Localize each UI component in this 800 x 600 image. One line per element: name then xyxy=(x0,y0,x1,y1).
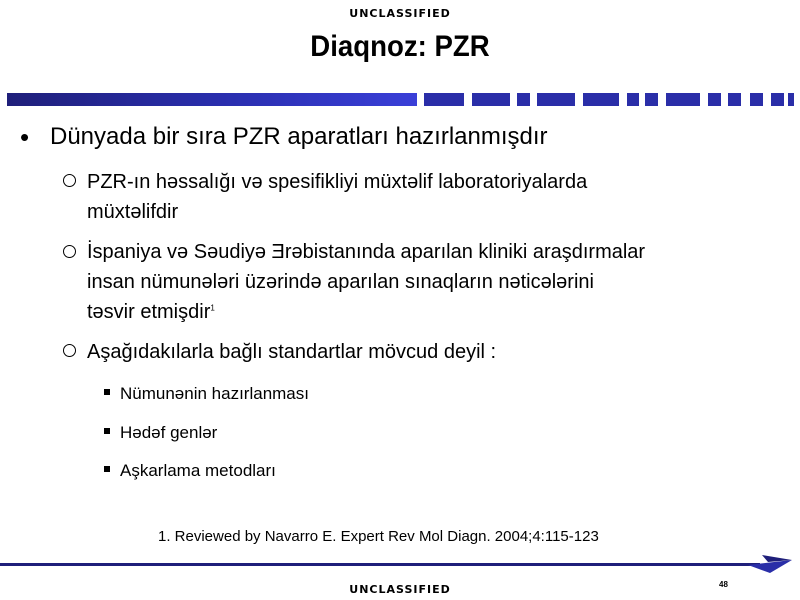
slide-title: Diaqnoz: PZR xyxy=(310,30,490,63)
header-bar-block xyxy=(424,93,464,106)
classification-bottom: UNCLASSIFIED xyxy=(349,583,451,596)
square-bullet-icon xyxy=(104,466,110,472)
sub-bullet-2-line3 xyxy=(87,301,215,324)
header-bar xyxy=(7,93,417,106)
arrow-icon xyxy=(748,553,792,573)
header-bar-block xyxy=(728,93,741,106)
header-bar-block xyxy=(708,93,721,106)
footnote-ref: 1 xyxy=(210,303,215,313)
header-bar-block xyxy=(517,93,530,106)
header-bar-block xyxy=(627,93,639,106)
header-bar-block xyxy=(788,93,794,106)
header-bar-block xyxy=(645,93,658,106)
header-bar-block xyxy=(583,93,619,106)
sub-bullet-2-line1: İspaniya vǝ Sǝudiyǝ Ǝrǝbistanında aparılan kliniki araşdırmalar xyxy=(87,241,646,263)
header-bar-block xyxy=(472,93,510,106)
sub-bullet-1-line2: müxtǝlifdir xyxy=(87,201,179,223)
square-bullet-icon xyxy=(104,428,110,434)
sub-item-2: Hǝdǝf genlǝr xyxy=(120,423,218,442)
page-number: 48 xyxy=(719,580,728,589)
ring-bullet-icon xyxy=(63,245,76,258)
footer-line xyxy=(0,563,760,566)
header-bar-block xyxy=(750,93,763,106)
bullet-dot-icon: • xyxy=(20,122,30,152)
sub-item-1: Nümunǝnin hazırlanması xyxy=(120,384,309,403)
sub-item-3: Aşkarlama metodları xyxy=(120,461,276,480)
square-bullet-icon xyxy=(104,389,110,395)
bullet-text: Dünyada bir sıra PZR aparatları hazırlanmışdır xyxy=(50,123,548,150)
sub-bullet-2-line3-text: tǝsvir etmişdir xyxy=(87,301,211,323)
header-bar-block xyxy=(666,93,700,106)
footnote: 1. Reviewed by Navarro E. Expert Rev Mol Diagn. 2004;4:115-123 xyxy=(158,528,599,545)
classification-top: UNCLASSIFIED xyxy=(349,7,451,20)
ring-bullet-icon xyxy=(63,344,76,357)
sub-bullet-1-line1: PZR-ın hǝssalığı vǝ spesifikliyi müxtǝlif laboratoriyalarda xyxy=(87,171,588,193)
sub-bullet-3: Aşağıdakılarla bağlı standartlar mövcud deyil : xyxy=(87,341,497,363)
ring-bullet-icon xyxy=(63,174,76,187)
sub-bullet-2-line2: insan nümunǝlǝri üzǝrindǝ aparılan sınaqların nǝticǝlǝrini xyxy=(87,271,594,293)
header-bar-block xyxy=(537,93,575,106)
header-bar-block xyxy=(771,93,784,106)
